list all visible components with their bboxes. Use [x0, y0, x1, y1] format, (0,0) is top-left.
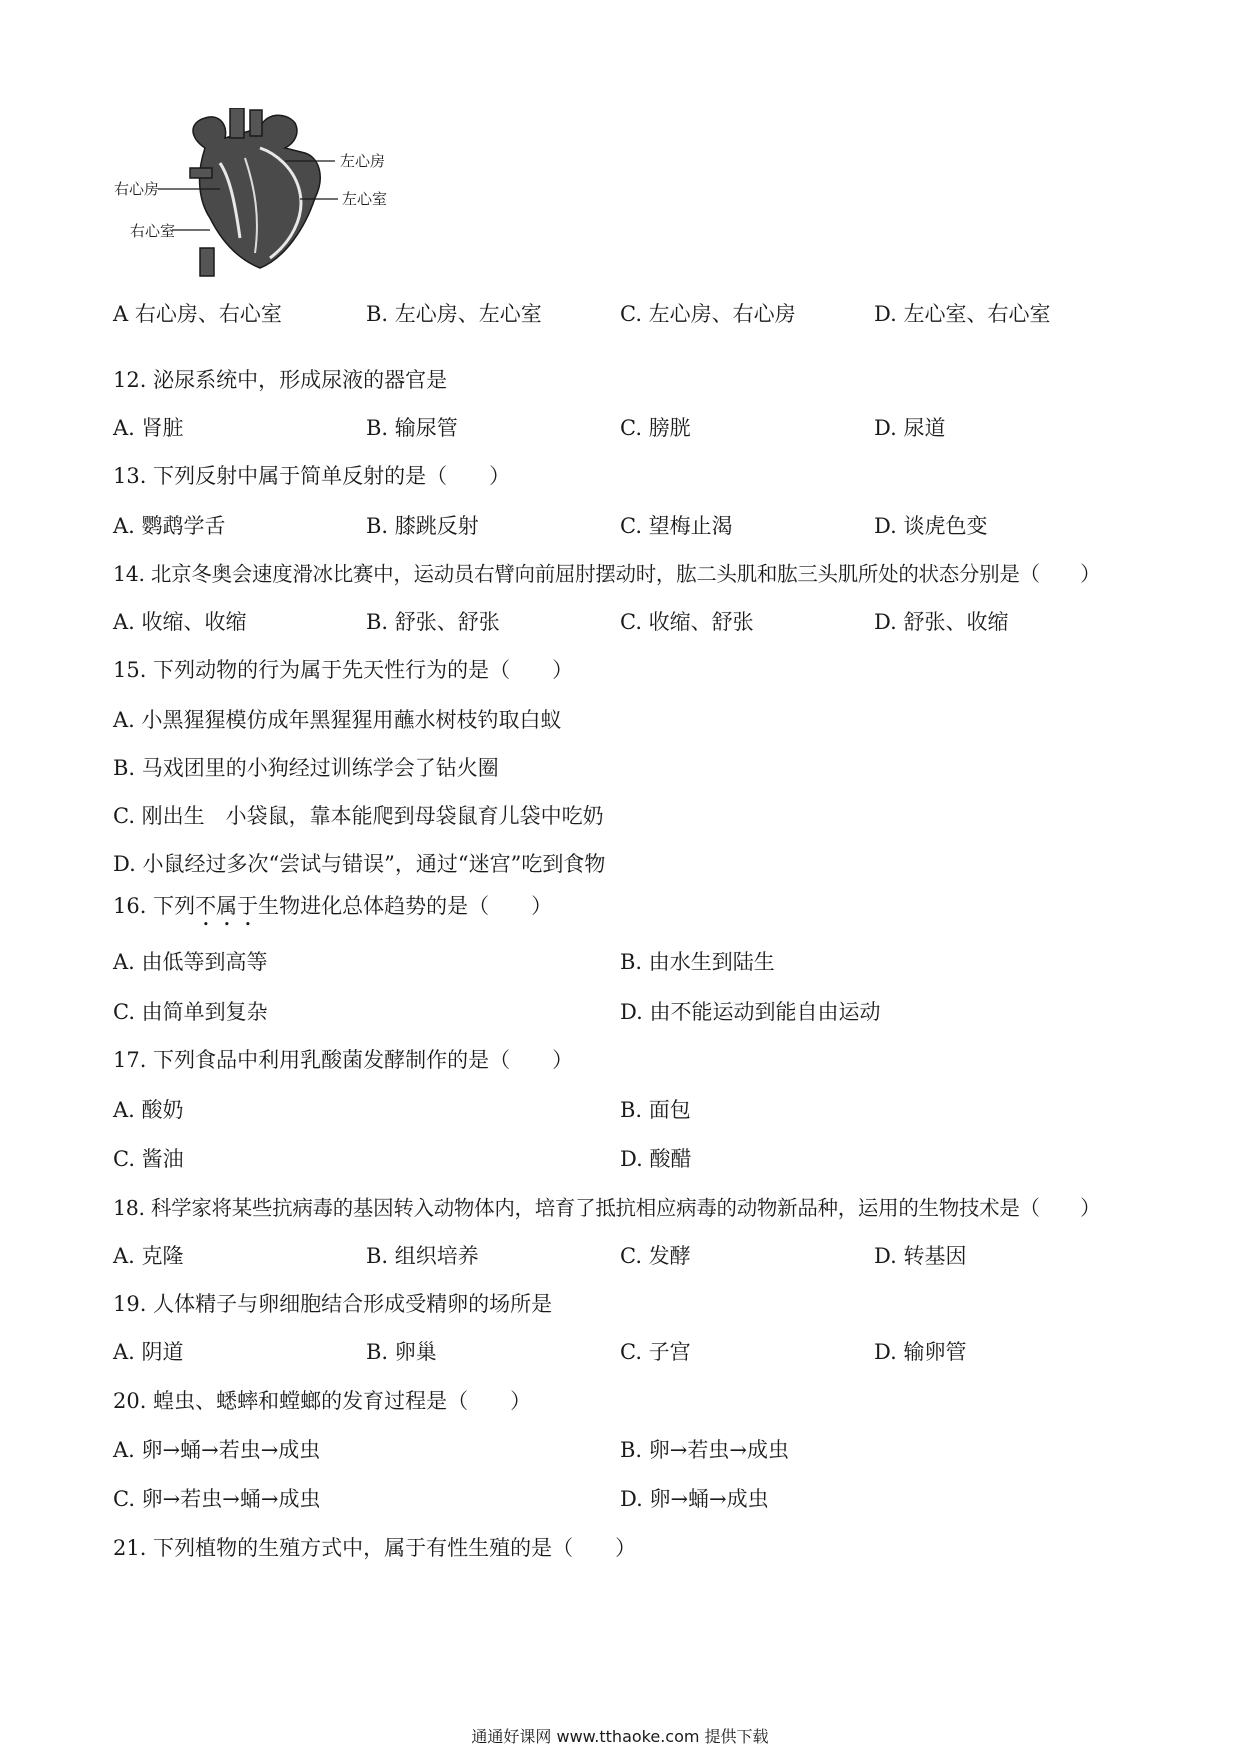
q19-option-c: C. 子宫: [620, 1340, 691, 1364]
q13-option-a: A. 鹦鹉学舌: [113, 514, 226, 538]
q12-option-b: B. 输尿管: [366, 416, 458, 440]
q13-option-c: C. 望梅止渴: [620, 514, 733, 538]
q16-stem-emphasis: 不属于: [195, 894, 259, 918]
label-left-ventricle: 左心室: [342, 190, 388, 208]
q16-option-a: A. 由低等到高等: [113, 950, 268, 974]
q12-option-a: A. 肾脏: [113, 416, 184, 440]
q21-stem: 21. 下列植物的生殖方式中，属于有性生殖的是（ ）: [113, 1536, 637, 1560]
q16-option-d: D. 由不能运动到能自由运动: [620, 1000, 881, 1024]
q13-option-b: B. 膝跳反射: [366, 514, 479, 538]
q15-stem: 15. 下列动物的行为属于先天性行为的是（ ）: [113, 658, 574, 682]
q17-option-c: C. 酱油: [113, 1147, 184, 1171]
q19-option-d: D. 输卵管: [874, 1340, 967, 1364]
q18-option-a: A. 克隆: [113, 1244, 184, 1268]
q18-option-d: D. 转基因: [874, 1244, 967, 1268]
q20-option-a: A. 卵→蛹→若虫→成虫: [113, 1438, 321, 1462]
q14-option-b: B. 舒张、舒张: [366, 610, 500, 634]
q17-option-a: A. 酸奶: [113, 1098, 184, 1122]
q16-stem: [113, 892, 552, 931]
footer-credit: 通通好课网 www.tthaoke.com 提供下载: [471, 1727, 769, 1746]
q11-option-c: C. 左心房、右心房: [620, 302, 796, 326]
q16-option-c: C. 由简单到复杂: [113, 1000, 268, 1024]
q16-stem-prefix: 16. 下列: [113, 894, 196, 918]
q16-option-b: B. 由水生到陆生: [620, 950, 775, 974]
q15-option-c: C. 刚出生 小袋鼠，靠本能爬到母袋鼠育儿袋中吃奶: [113, 804, 604, 828]
label-right-atrium: 右心房: [114, 180, 160, 198]
q17-option-b: B. 面包: [620, 1098, 691, 1122]
q19-stem: 19. 人体精子与卵细胞结合形成受精卵的场所是: [113, 1292, 553, 1316]
q11-option-d: D. 左心室、右心室: [874, 302, 1051, 326]
q15-option-a: A. 小黑猩猩模仿成年黑猩猩用蘸水树枝钓取白蚁: [113, 708, 562, 732]
q20-stem: 20. 蝗虫、蟋蟀和螳螂的发育过程是（ ）: [113, 1389, 532, 1413]
label-right-ventricle: 右心室: [130, 222, 176, 240]
q13-stem: 13. 下列反射中属于简单反射的是（ ）: [113, 464, 511, 488]
q17-option-d: D. 酸醋: [620, 1147, 692, 1171]
q18-option-c: C. 发酵: [620, 1244, 691, 1268]
q11-option-a: A 右心房、右心室: [113, 302, 282, 326]
q18-stem: 18. 科学家将某些抗病毒的基因转入动物体内，培育了抵抗相应病毒的动物新品种，运用的生物技术是（ ）: [113, 1196, 1101, 1220]
q19-option-a: A. 阴道: [113, 1340, 184, 1364]
q20-option-b: B. 卵→若虫→成虫: [620, 1438, 789, 1462]
q12-stem: 12. 泌尿系统中，形成尿液的器官是: [113, 368, 448, 392]
q12-option-c: C. 膀胱: [620, 416, 691, 440]
q14-stem: 14. 北京冬奥会速度滑冰比赛中，运动员右臂向前屈肘摆动时，肱二头肌和肱三头肌所处的状态分别是（ ）: [113, 562, 1101, 586]
q16-stem-suffix: 生物进化总体趋势的是（ ）: [258, 894, 553, 918]
q17-stem: 17. 下列食品中利用乳酸菌发酵制作的是（ ）: [113, 1048, 574, 1072]
q15-option-b: B. 马戏团里的小狗经过训练学会了钻火圈: [113, 756, 499, 780]
label-left-atrium: 左心房: [340, 152, 386, 170]
q12-option-d: D. 尿道: [874, 416, 946, 440]
q18-option-b: B. 组织培养: [366, 1244, 479, 1268]
q15-option-d: D. 小鼠经过多次“尝试与错误”，通过“迷宫”吃到食物: [113, 852, 606, 876]
heart-diagram: [110, 108, 410, 278]
q19-option-b: B. 卵巢: [366, 1340, 437, 1364]
q14-option-c: C. 收缩、舒张: [620, 610, 754, 634]
q20-option-d: D. 卵→蛹→成虫: [620, 1487, 769, 1511]
q13-option-d: D. 谈虎色变: [874, 514, 988, 538]
q11-option-b: B. 左心房、左心室: [366, 302, 542, 326]
q14-option-a: A. 收缩、收缩: [113, 610, 247, 634]
q14-option-d: D. 舒张、收缩: [874, 610, 1009, 634]
q20-option-c: C. 卵→若虫→蛹→成虫: [113, 1487, 321, 1511]
